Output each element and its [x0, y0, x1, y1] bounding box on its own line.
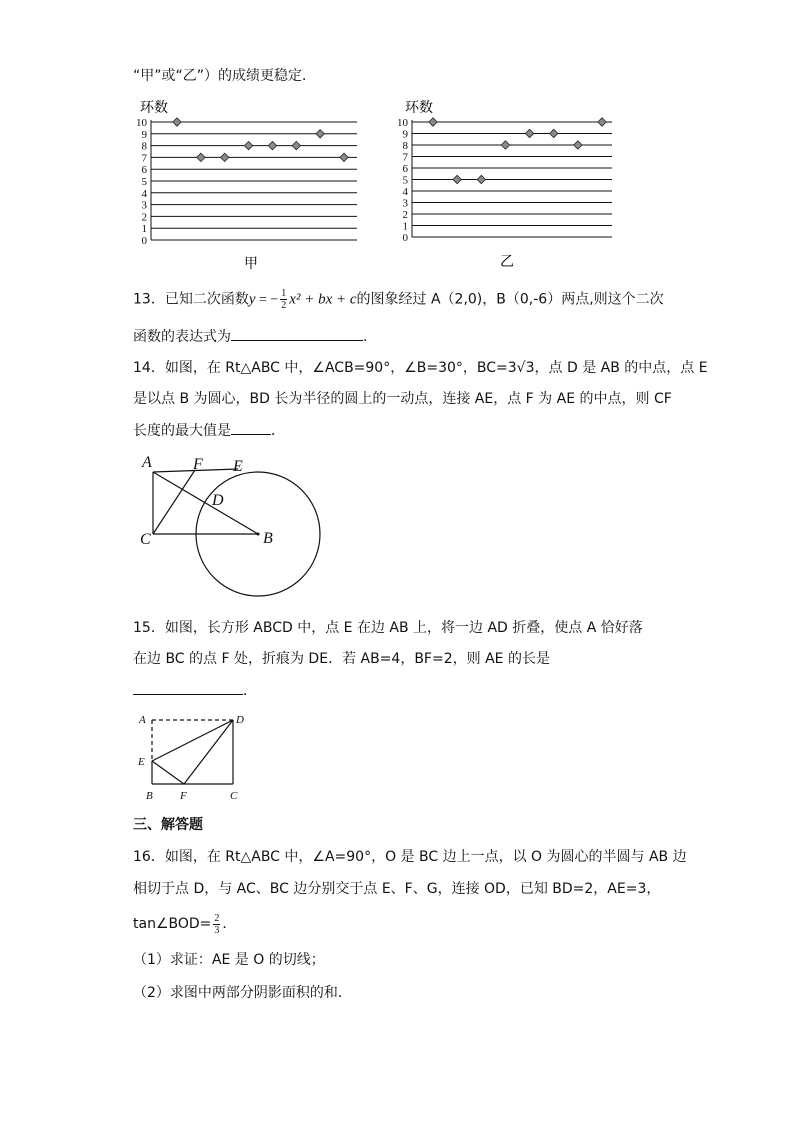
q16-tan-pre: tan∠BOD= [133, 916, 212, 932]
y-tick-label: 1 [402, 220, 408, 233]
q16-tan-end: ． [222, 916, 237, 932]
j-point [221, 153, 229, 161]
chart-yi [393, 92, 633, 272]
q15-label-a: A [139, 714, 146, 726]
y-tick-label: 0 [402, 232, 408, 244]
y-point [453, 175, 461, 183]
chart-jia-grid [151, 120, 357, 240]
j-point [197, 153, 205, 161]
j-tick-label: 10 [136, 117, 147, 129]
q13-number: 13． [133, 291, 165, 308]
q16-sub2: （2）求图中两部分阴影面积的和． [133, 985, 352, 1001]
j-point [340, 153, 348, 161]
q15-line3 [133, 680, 257, 701]
y-tick-label: 9 [402, 128, 408, 141]
q14-segment-cf [153, 470, 195, 534]
chart-yi-grid [412, 120, 612, 237]
y-point [501, 141, 509, 149]
q16-line3 [133, 910, 236, 938]
j-tick-label: 0 [141, 235, 147, 247]
q14-label-a: A [142, 454, 152, 471]
section-title: 三、解答题 [133, 817, 203, 833]
q13-formula-eq: = − [255, 292, 279, 308]
chart-yi-ylabel: 环数 [405, 101, 433, 116]
j-tick-label: 5 [141, 176, 147, 188]
chart-yi-ticks [397, 117, 409, 244]
q14-answer-blank[interactable] [231, 420, 271, 435]
q16-line2: 相切于点 D，与 AC、BC 边分别交于点 E、F、G，连接 OD，已知 BD=2，AE=3， [133, 881, 661, 897]
y-point [598, 118, 606, 126]
j-tick-label: 2 [141, 211, 147, 224]
j-tick-label: 6 [141, 164, 147, 177]
q16-line1: 16．如图，在 Rt△ABC 中，∠A=90°，O 是 BC 边上一点，以 O 为圆心的半圆与 AB 边 [133, 849, 687, 865]
j-tick-label: 9 [141, 128, 147, 141]
j-tick-label: 8 [141, 140, 147, 153]
q15-answer-blank[interactable] [133, 680, 243, 695]
j-point [268, 141, 276, 149]
q13-line2 [133, 326, 367, 347]
q14-label-f: F [193, 456, 203, 473]
q14-line2: 是以点 B 为圆心，BD 长为半径的圆上的一动点，连接 AE，点 F 为 AE 的中点，则 CF [133, 391, 672, 407]
chart-yi-title: 乙 [500, 255, 514, 270]
q13-fraction [280, 288, 287, 311]
j-tick-label: 7 [141, 152, 147, 165]
q14-line3 [133, 420, 285, 441]
q13-line2-text: 函数的表达式为 [133, 329, 231, 345]
intro-line: “甲”或“乙”）的成绩更稳定． [133, 68, 317, 84]
q15-segment-ed [152, 720, 233, 761]
q14-segment-ab [153, 472, 258, 534]
q14-label-d: D [212, 492, 224, 509]
q15-label-e: E [138, 756, 145, 768]
y-tick-label: 4 [402, 186, 408, 198]
q14-label-e: E [233, 458, 243, 475]
q16-sub1: （1）求证：AE 是 O 的切线； [133, 952, 325, 968]
q15-line1: 15．如图，长方形 ABCD 中，点 E 在边 AB 上，将一边 AD 折叠，使点 A 恰好落 [133, 620, 643, 636]
q13-mid: 的图象经过 A（2,0)，B（0,-6）两点,则这个二次 [356, 291, 664, 308]
q13-end: . [363, 329, 368, 345]
j-point [244, 141, 252, 149]
y-tick-label: 5 [402, 174, 408, 187]
q16-tan-den: 3 [214, 924, 220, 936]
q14-line3-text: 长度的最大值是 [133, 423, 231, 439]
y-tick-label: 2 [402, 209, 408, 221]
q15-label-d: D [236, 714, 244, 726]
q13-pre: 已知二次函数 [164, 291, 249, 308]
q15-line2: 在边 BC 的点 F 处，折痕为 DE．若 AB=4，BF=2，则 AE 的长是 [133, 651, 550, 667]
j-tick-label: 1 [141, 223, 147, 236]
q14-label-c: C [140, 531, 151, 548]
chart-jia [130, 92, 370, 272]
q14-end: ． [271, 423, 285, 439]
j-point [173, 118, 181, 126]
y-tick-label: 3 [402, 197, 408, 210]
y-point [477, 175, 485, 183]
q15-label-c: C [230, 790, 238, 802]
q14-line1: 14．如图，在 Rt△ABC 中，∠ACB=90°，∠B=30°，BC=3√3，点 D 是 AB 的中点，点 E [133, 360, 708, 376]
q16-tan-num: 2 [214, 912, 220, 924]
q15-segment-fd [184, 720, 233, 784]
j-tick-label: 3 [141, 199, 147, 212]
y-tick-label: 7 [402, 151, 408, 164]
q14-figure [130, 448, 330, 603]
q15-figure [133, 708, 263, 808]
q15-segment-ef [152, 761, 184, 784]
chart-yi-points [429, 118, 606, 184]
j-point [316, 130, 324, 138]
q16-tan-fraction [213, 913, 220, 936]
y-point [550, 129, 558, 137]
y-point [525, 129, 533, 137]
chart-jia-ticks [136, 117, 148, 247]
q13-line1 [133, 288, 664, 311]
q15-label-b: B [146, 790, 153, 802]
y-point [574, 141, 582, 149]
j-tick-label: 4 [141, 187, 147, 200]
q14-label-b: B [263, 530, 273, 547]
j-point [292, 141, 300, 149]
y-tick-label: 6 [402, 163, 408, 175]
chart-jia-points [173, 118, 348, 162]
q13-formula-rest: x² + bx + c [289, 291, 357, 308]
chart-jia-title: 甲 [244, 257, 258, 272]
y-point [429, 118, 437, 126]
q13-frac-den: 2 [281, 300, 287, 311]
q15-end: ． [243, 683, 257, 699]
q13-frac-num: 1 [281, 288, 287, 299]
q13-formula-y: y [248, 291, 256, 308]
q15-label-f: F [180, 790, 187, 802]
q13-answer-blank[interactable] [231, 326, 363, 341]
y-tick-label: 8 [402, 140, 408, 152]
y-tick-label: 10 [397, 117, 408, 129]
chart-jia-ylabel: 环数 [140, 101, 168, 116]
q14-center-dot [257, 533, 260, 536]
